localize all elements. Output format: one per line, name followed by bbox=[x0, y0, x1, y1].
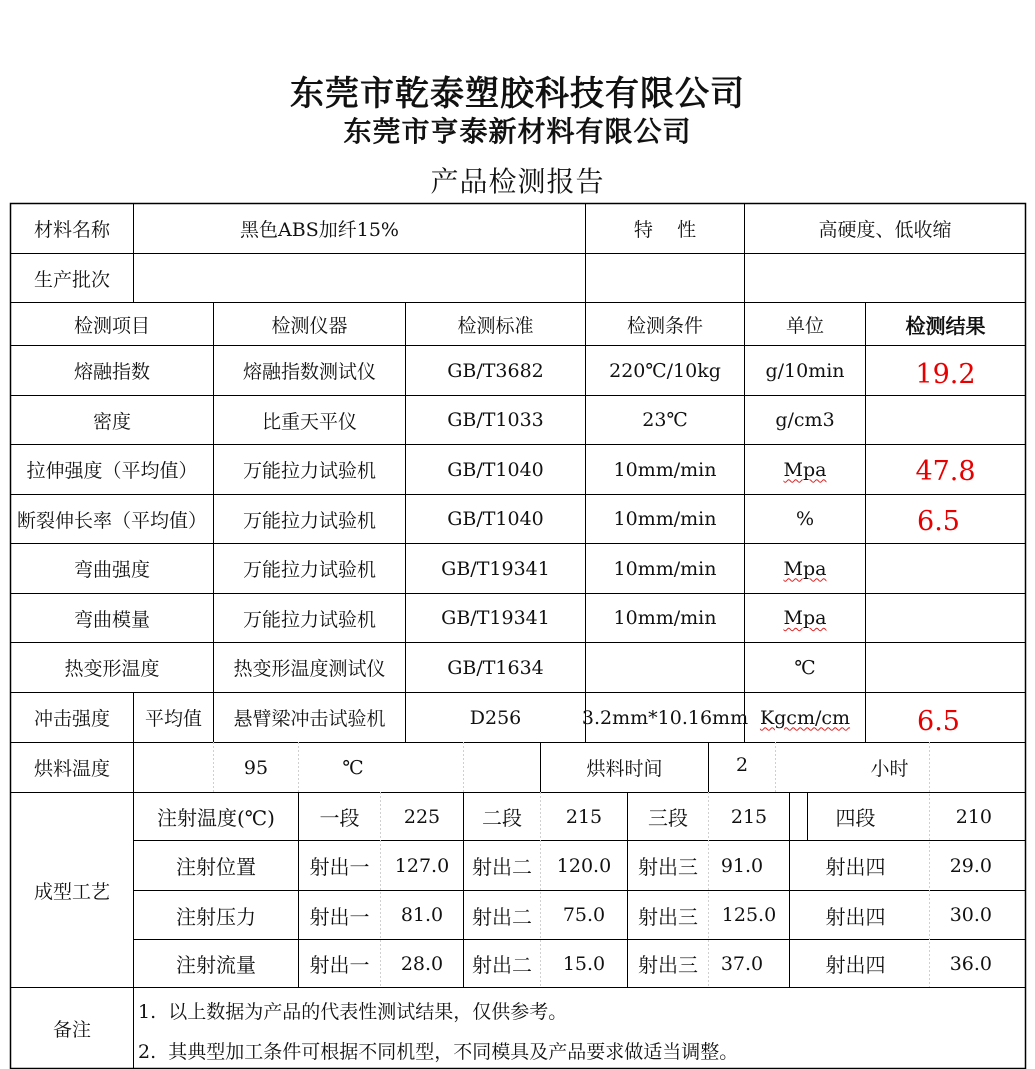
test-unit: ℃ bbox=[794, 656, 816, 679]
molding-cell-value: 120.0 bbox=[556, 854, 612, 877]
test-instrument: 热变形温度测试仪 bbox=[233, 658, 386, 680]
molding-cell-value: 28.0 bbox=[400, 952, 444, 975]
property-value: 高硬度、低收缩 bbox=[818, 219, 952, 241]
test-standard: GB/T1040 bbox=[447, 508, 544, 530]
molding-cell-label: 射出三 bbox=[638, 855, 698, 879]
molding-cell-label: 四段 bbox=[835, 806, 876, 830]
molding-cell-label: 二段 bbox=[482, 806, 522, 830]
test-condition: 10mm/min bbox=[613, 458, 717, 481]
molding-cell-value: 125.0 bbox=[721, 904, 777, 926]
molding-row-label: 注射压力 bbox=[176, 904, 256, 929]
test-instrument: 万能拉力试验机 bbox=[242, 559, 376, 581]
test-standard: GB/T1033 bbox=[447, 409, 544, 431]
test-condition: 10mm/min bbox=[613, 557, 717, 580]
molding-cell-label: 射出三 bbox=[638, 953, 698, 977]
test-unit: % bbox=[795, 508, 815, 530]
impact-standard: D256 bbox=[469, 706, 522, 729]
test-result bbox=[866, 396, 1025, 444]
drying-temp-value: 95 bbox=[243, 756, 269, 779]
test-result: 47.8 bbox=[915, 456, 976, 487]
test-item: 弯曲模量 bbox=[73, 608, 150, 631]
test-condition: 10mm/min bbox=[613, 508, 717, 530]
molding-cell-label: 三段 bbox=[648, 806, 688, 830]
header-standard: 检测标准 bbox=[457, 314, 534, 337]
molding-cell-value: 36.0 bbox=[949, 952, 992, 975]
test-unit: Mpa bbox=[783, 607, 827, 629]
test-unit: g/cm3 bbox=[775, 409, 835, 431]
molding-cell-label: 射出四 bbox=[825, 855, 886, 879]
molding-cell-label: 射出四 bbox=[825, 953, 886, 977]
report-title: 产品检测报告 bbox=[430, 165, 605, 198]
drying-temp-unit: ℃ bbox=[342, 756, 364, 779]
batch-value bbox=[134, 254, 585, 302]
test-unit: Mpa bbox=[783, 458, 827, 481]
molding-cell-label: 射出二 bbox=[472, 953, 532, 977]
test-condition: 23℃ bbox=[642, 409, 688, 431]
test-condition: 10mm/min bbox=[613, 607, 717, 629]
test-condition: 220℃/10kg bbox=[609, 359, 721, 382]
test-condition bbox=[586, 643, 744, 692]
header-unit: 单位 bbox=[785, 314, 824, 337]
test-instrument: 万能拉力试验机 bbox=[242, 608, 376, 631]
molding-cell-label: 射出四 bbox=[825, 904, 886, 929]
molding-cell-label: 射出二 bbox=[472, 855, 532, 879]
test-instrument: 比重天平仪 bbox=[261, 410, 357, 433]
test-item: 热变形温度 bbox=[64, 658, 160, 680]
header-condition: 检测条件 bbox=[626, 314, 703, 337]
impact-unit: Kgcm/cm bbox=[759, 706, 851, 729]
test-item: 断裂伸长率（平均值） bbox=[16, 509, 207, 532]
test-instrument: 万能拉力试验机 bbox=[242, 460, 376, 482]
molding-cell-value: 29.0 bbox=[949, 854, 992, 877]
molding-row-label: 注射流量 bbox=[176, 953, 256, 977]
molding-cell-value: 225 bbox=[403, 805, 441, 828]
test-standard: GB/T1634 bbox=[447, 656, 544, 679]
test-item: 密度 bbox=[92, 410, 131, 433]
molding-label: 成型工艺 bbox=[33, 880, 110, 903]
impact-condition: 3.2mm*10.16mm bbox=[581, 706, 749, 729]
molding-cell-value: 37.0 bbox=[720, 952, 764, 975]
property-label: 特 性 bbox=[633, 219, 697, 241]
molding-cell-value: 127.0 bbox=[394, 854, 450, 877]
molding-cell-label: 射出二 bbox=[472, 904, 532, 929]
molding-cell-value: 81.0 bbox=[400, 904, 444, 926]
material-name-value: 黑色ABS加纤15% bbox=[240, 219, 399, 241]
test-item: 熔融指数 bbox=[73, 361, 150, 383]
molding-cell-label: 射出一 bbox=[309, 904, 370, 929]
impact-sub: 平均值 bbox=[144, 708, 202, 730]
test-result: 6.5 bbox=[917, 505, 960, 537]
molding-row-label: 注射温度(℃) bbox=[157, 806, 275, 830]
test-result bbox=[866, 594, 1025, 642]
test-unit: g/10min bbox=[765, 359, 845, 382]
test-item: 拉伸强度（平均值） bbox=[26, 460, 198, 482]
remarks-line: 1. 以上数据为产品的代表性测试结果，仅供参考。 bbox=[138, 1000, 568, 1023]
molding-cell-label: 射出一 bbox=[309, 953, 370, 977]
molding-row-label: 注射位置 bbox=[176, 855, 256, 879]
remarks-line: 2. 其典型加工条件可根据不同机型，不同模具及产品要求做适当调整。 bbox=[138, 1040, 739, 1063]
drying-time-label: 烘料时间 bbox=[586, 758, 663, 780]
test-instrument: 万能拉力试验机 bbox=[242, 509, 376, 532]
test-result: 19.2 bbox=[915, 359, 976, 390]
test-standard: GB/T1040 bbox=[447, 458, 544, 481]
molding-cell-value: 75.0 bbox=[562, 904, 606, 926]
molding-cell-value: 210 bbox=[955, 805, 992, 828]
test-instrument: 熔融指数测试仪 bbox=[242, 361, 376, 383]
company-name-primary: 东莞市乾泰塑胶科技有限公司 bbox=[290, 74, 745, 114]
molding-cell-label: 一段 bbox=[319, 806, 360, 830]
remarks-label: 备注 bbox=[52, 1018, 91, 1041]
impact-result: 6.5 bbox=[917, 706, 960, 737]
batch-label: 生产批次 bbox=[33, 268, 110, 291]
company-name-secondary: 东莞市亨泰新材料有限公司 bbox=[343, 115, 692, 148]
drying-time-unit: 小时 bbox=[870, 758, 909, 780]
molding-cell-value: 30.0 bbox=[949, 904, 992, 926]
molding-cell-value: 91.0 bbox=[720, 854, 764, 877]
header-result: 检测结果 bbox=[905, 313, 986, 338]
material-name-label: 材料名称 bbox=[33, 219, 110, 241]
drying-time-value: 2 bbox=[735, 753, 749, 776]
header-test-item: 检测项目 bbox=[73, 314, 150, 337]
header-instrument: 检测仪器 bbox=[271, 314, 348, 337]
test-standard: GB/T19341 bbox=[441, 557, 550, 580]
test-standard: GB/T19341 bbox=[441, 607, 550, 629]
molding-cell-value: 215 bbox=[730, 805, 768, 828]
molding-cell-label: 射出三 bbox=[638, 904, 698, 929]
test-result bbox=[866, 544, 1025, 593]
drying-temp-label: 烘料温度 bbox=[33, 758, 110, 780]
test-item: 弯曲强度 bbox=[73, 559, 150, 581]
impact-item: 冲击强度 bbox=[33, 708, 110, 730]
test-unit: Mpa bbox=[783, 557, 827, 580]
molding-cell-value: 215 bbox=[565, 805, 603, 828]
test-result bbox=[866, 643, 1025, 692]
molding-cell-value: 15.0 bbox=[562, 952, 606, 975]
molding-cell-label: 射出一 bbox=[309, 855, 370, 879]
impact-instrument: 悬臂梁冲击试验机 bbox=[233, 708, 386, 730]
test-standard: GB/T3682 bbox=[447, 359, 544, 382]
